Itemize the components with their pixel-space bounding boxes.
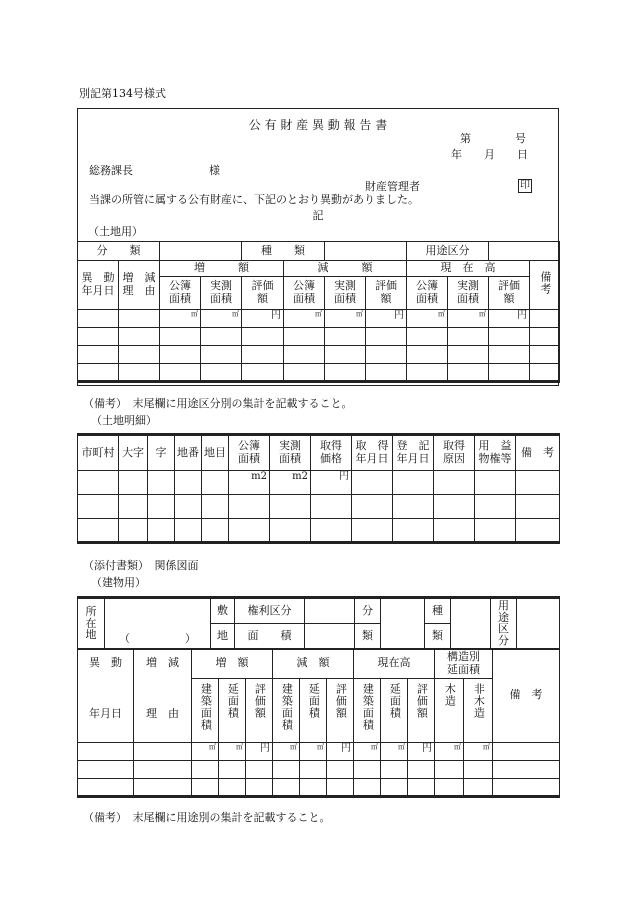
h-toki-date: 登 記 年月日: [393, 435, 434, 471]
section-land-detail: （土地明細）: [91, 414, 157, 427]
zougaku-header: 増 額: [160, 261, 284, 277]
h-biko: 備 考: [516, 435, 560, 471]
sub-jissoku: 実測 面積: [325, 277, 366, 310]
h-shutoku-date: 取 得 年月日: [352, 435, 393, 471]
shurui-label: 種 類: [242, 242, 325, 261]
h-youeki: 用 益 物権等: [475, 435, 516, 471]
h-shutoku-genin: 取得 原因: [434, 435, 475, 471]
bunrui-label: 分 類: [78, 242, 160, 261]
h-jissoku: 実測 面積: [270, 435, 311, 471]
bun-label: 分: [355, 598, 381, 624]
h-chimoku: 地目: [202, 435, 229, 471]
table-row: [78, 519, 560, 543]
sub-jissoku: 実測 面積: [448, 277, 489, 310]
sub-nobe: 延面積: [300, 679, 327, 743]
table-row: m2 m2 円: [78, 471, 560, 495]
form-id: 別記第134号様式: [79, 87, 166, 100]
biko-header: 備 考: [493, 649, 560, 743]
table-row: [78, 364, 560, 382]
sub-kobo: 公簿 面積: [160, 277, 201, 310]
kenri-label: 権利区分: [235, 598, 305, 624]
sub-hyoka: 評価額: [408, 679, 435, 743]
h-shichoson: 市町村: [78, 435, 119, 471]
ki-label: 記: [312, 209, 324, 222]
sub-hyoka: 評価額: [246, 679, 273, 743]
sub-kenchiku: 建築面積: [354, 679, 381, 743]
table-row: [78, 495, 560, 519]
idou-header: 異 動 年月日: [78, 649, 134, 743]
gengaku-header: 減 額: [273, 649, 354, 679]
report-title: 公 有 財 産 異 動 報 告 書: [248, 118, 388, 132]
kouzou-header: 構造別 延面積: [435, 649, 493, 679]
number-label: 第 号: [460, 132, 526, 145]
shozaichi-paren: （ ）: [105, 598, 211, 650]
shiki-label: 敷: [211, 598, 235, 624]
sub-kobo: 公簿 面積: [284, 277, 325, 310]
sub-jissoku: 実測 面積: [201, 277, 242, 310]
honorific: 様: [209, 164, 220, 177]
sub-hyoka: 評価 額: [366, 277, 407, 310]
sub-nobe: 延面積: [381, 679, 408, 743]
sub-himokuzo: 非木造: [464, 679, 493, 743]
zougen-header: 増 減 理 由: [134, 649, 192, 743]
youto-label: 用途区分: [491, 598, 517, 650]
chi-label: 地: [211, 624, 235, 650]
rui2-label: 類: [425, 624, 451, 650]
section-land: （土地用）: [88, 225, 143, 238]
h-aza: 字: [148, 435, 175, 471]
zougaku-header: 増 額: [192, 649, 273, 679]
attachments: （添付書類） 関係図面: [83, 559, 199, 572]
sub-kenchiku: 建築面積: [273, 679, 300, 743]
shu-label: 種: [425, 598, 451, 624]
body-text: 当課の所管に属する公有財産に、下記のとおり異動がありました。: [89, 193, 419, 206]
table-row: [78, 761, 560, 779]
date-label: 年 月 日: [451, 148, 528, 161]
table-row: ㎡ ㎡ 円 ㎡ ㎡ 円 ㎡ ㎡ 円: [78, 310, 560, 328]
table-row: [78, 346, 560, 364]
detail-table: [77, 433, 560, 544]
note-1: （備考） 末尾欄に用途区分別の集計を記載すること。: [83, 397, 353, 410]
sub-hyoka: 評価 額: [489, 277, 530, 310]
sub-mokuzo: 木造: [435, 679, 464, 743]
building-info-table: [77, 596, 560, 650]
sub-hyoka: 評価 額: [242, 277, 284, 310]
shozaichi-label: 所在地: [78, 598, 105, 650]
h-kobo: 公簿 面積: [229, 435, 270, 471]
genzai-header: 現 在 高: [407, 261, 530, 277]
sub-kobo: 公簿 面積: [407, 277, 448, 310]
note-2: （備考） 末尾欄に用途別の集計を記載すること。: [83, 811, 331, 824]
h-shutoku-kakaku: 取得 価格: [311, 435, 352, 471]
biko-header: 備考: [530, 261, 560, 310]
sub-hyoka: 評価額: [327, 679, 354, 743]
youto-label: 用途区分: [407, 242, 489, 261]
sub-nobe: 延面積: [219, 679, 246, 743]
zougen-header: 増 減 理 由: [119, 261, 160, 310]
report-form: [77, 108, 559, 386]
genzai-header: 現在高: [354, 649, 435, 679]
table-row: [78, 779, 560, 797]
table-row: ㎡ ㎡ 円 ㎡ ㎡ 円 ㎡ ㎡ 円 ㎡ ㎡: [78, 743, 560, 761]
h-oaza: 大字: [119, 435, 148, 471]
idou-header: 異 動 年月日: [78, 261, 119, 310]
seal-mark: 印: [520, 180, 530, 191]
h-chiban: 地番: [175, 435, 202, 471]
rui-label: 類: [355, 624, 381, 650]
building-table: [77, 648, 560, 798]
land-table: [77, 241, 560, 383]
gengaku-header: 減 額: [284, 261, 407, 277]
addressee: 総務課長: [89, 164, 133, 177]
manager-label: 財産管理者: [365, 180, 420, 193]
table-row: [78, 328, 560, 346]
sub-kenchiku: 建築面積: [192, 679, 219, 743]
section-building: （建物用）: [91, 576, 146, 589]
menseki-label: 面 積: [235, 624, 305, 650]
